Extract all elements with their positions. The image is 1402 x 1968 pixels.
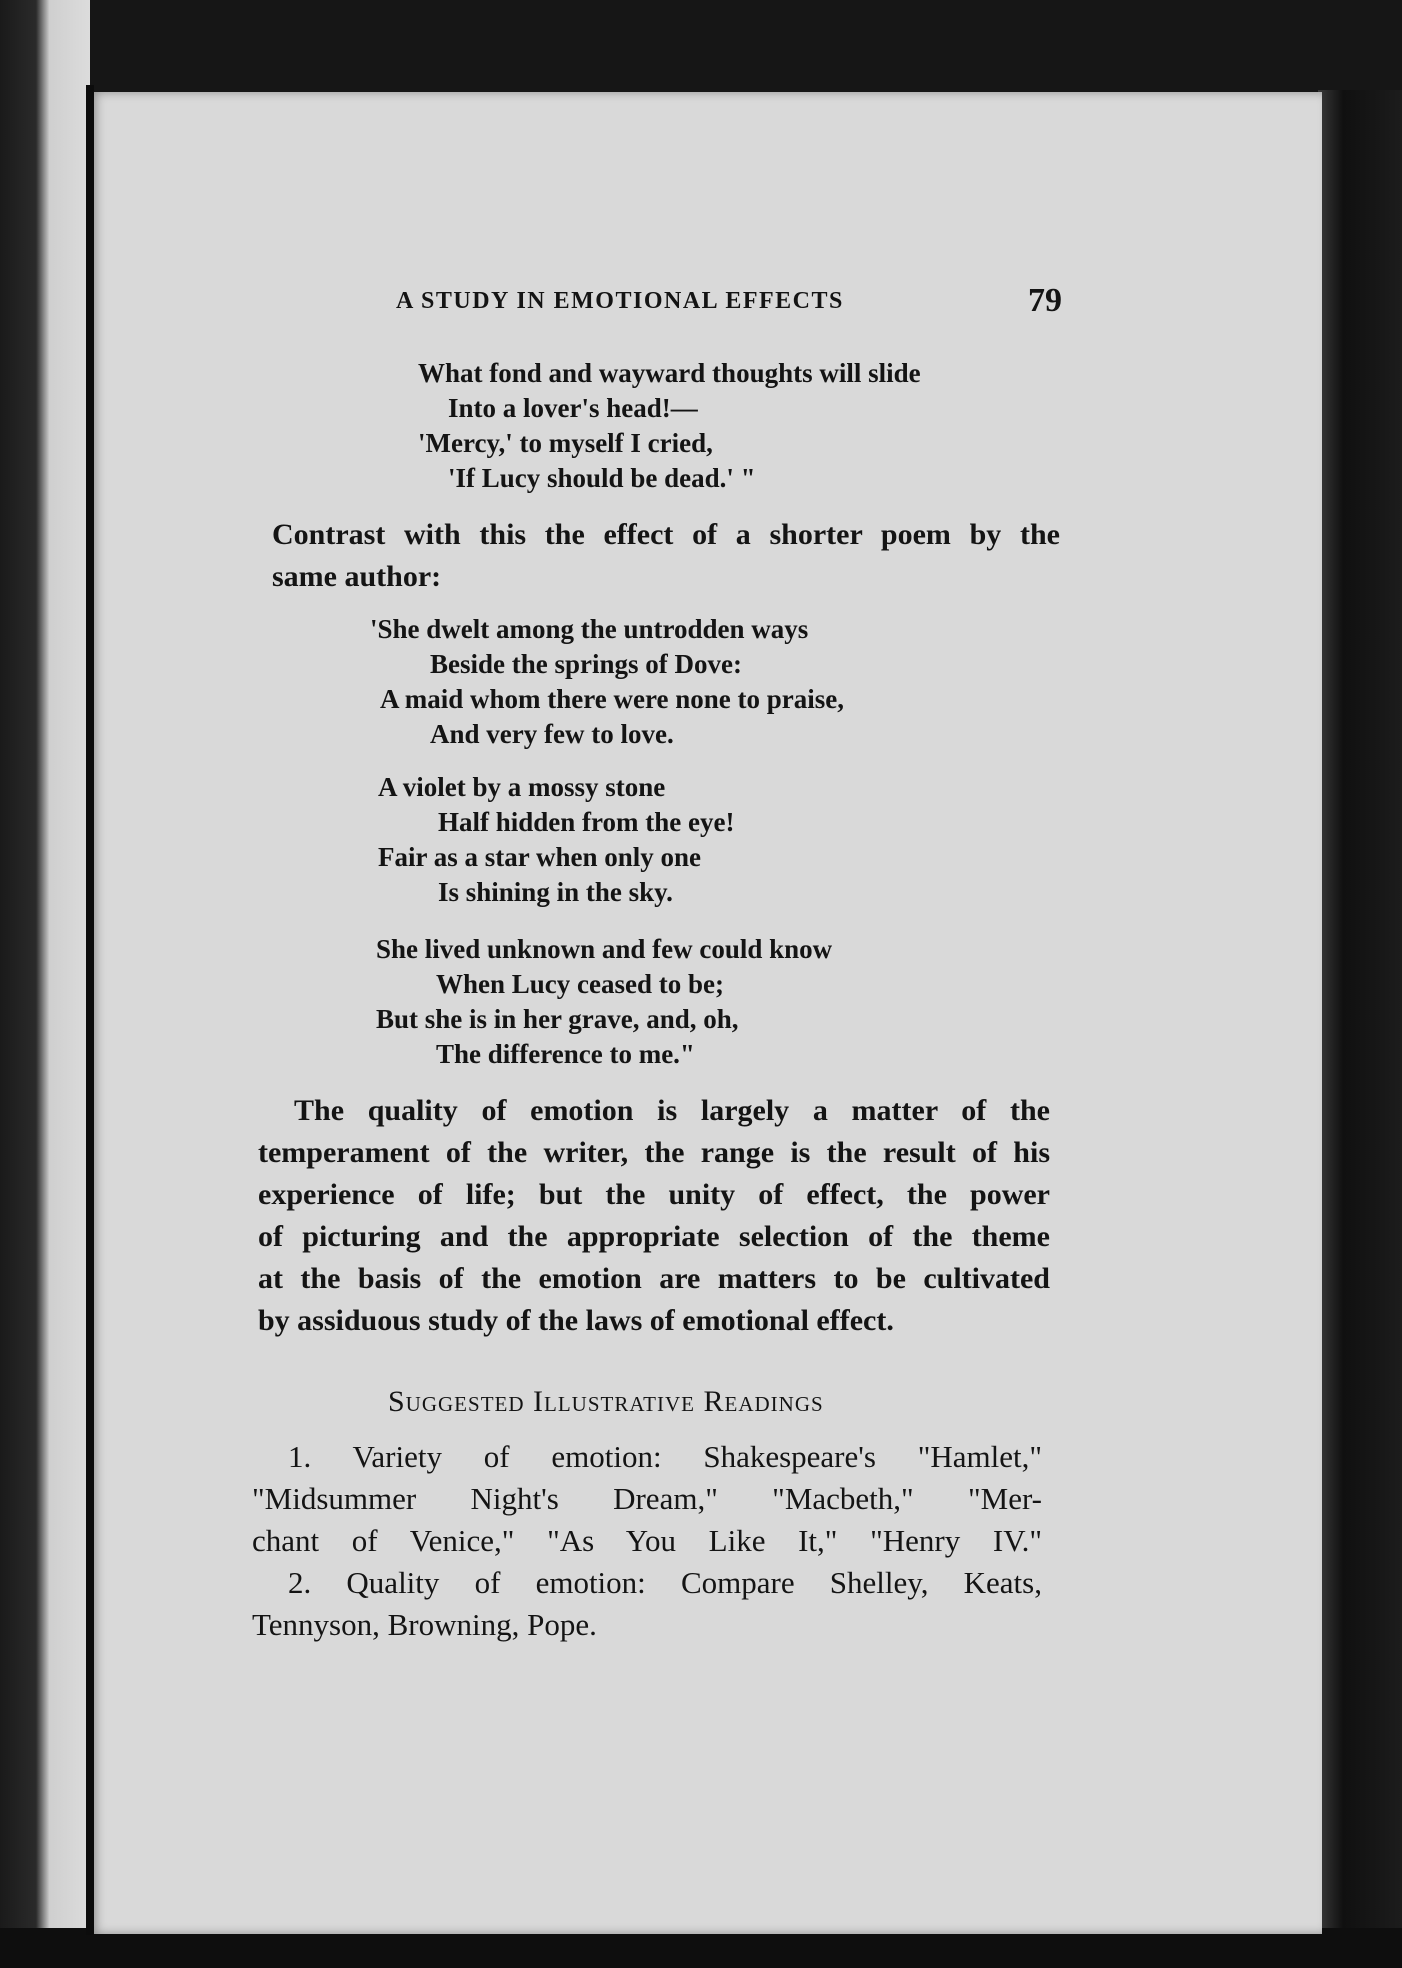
reading-item: "Midsummer Night's Dream," "Macbeth," "Mer- [252,1481,1042,1516]
poem-stanza-1 [370,612,844,752]
verse-line: 'She dwelt among the untrodden ways [370,614,809,644]
poem-stanza-2 [378,770,734,910]
verse-line: The difference to me." [436,1039,695,1069]
page-binding-edge [86,85,94,1935]
verse-line: Half hidden from the eye! [438,807,735,837]
prose-line: at the basis of the emotion are matters to be cultivated [258,1262,1050,1295]
readings-list [252,1436,1042,1646]
verse-line: But she is in her grave, and, oh, [376,1004,739,1034]
verse-line: A maid whom there were none to praise, [380,684,844,714]
prose-line: of picturing and the appropriate selection of the theme [258,1220,1050,1253]
verse-line: 'If Lucy should be dead.' " [448,463,756,493]
verse-line: Fair as a star when only one [378,842,702,872]
verse-line: A violet by a mossy stone [378,772,666,802]
reading-item: 1. Variety of emotion: Shakespeare's "Hamlet," [288,1439,1042,1474]
reading-item: 2. Quality of emotion: Compare Shelley, Keats, [288,1565,1042,1600]
verse-line: Is shining in the sky. [438,877,673,907]
section-heading: Suggested Illustrative Readings [388,1385,824,1418]
page-number: 79 [1028,282,1062,319]
prose-line: experience of life; but the unity of effect, the power [258,1178,1050,1211]
verse-line: 'Mercy,' to myself I cried, [418,428,713,458]
verse-line: When Lucy ceased to be; [436,969,724,999]
prose-line: temperament of the writer, the range is the result of his [258,1136,1050,1169]
scan-left-margin [0,0,90,1968]
poem-stanza-3 [376,932,832,1072]
prose-line: same author: [272,560,442,593]
running-head: A STUDY IN EMOTIONAL EFFECTS [396,288,844,314]
scan-bottom-margin [0,1928,1402,1968]
reading-item: Tennyson, Browning, Pope. [252,1607,597,1642]
verse-line: She lived unknown and few could know [376,934,833,964]
verse-line: Into a lover's head!— [448,393,698,423]
quality-paragraph [258,1090,1050,1342]
verse-line: Beside the springs of Dove: [430,649,742,679]
prose-line: The quality of emotion is largely a matter of the [294,1094,1050,1127]
prose-line: Contrast with this the effect of a shorter poem by the [272,518,1060,551]
contrast-paragraph [272,514,1060,598]
verse-line: What fond and wayward thoughts will slide [418,358,921,388]
reading-item: chant of Venice," "As You Like It," "Henry IV." [252,1523,1042,1558]
verse-fragment [418,356,921,496]
verse-line: And very few to love. [430,719,674,749]
prose-line: by assiduous study of the laws of emotional effect. [258,1304,894,1337]
scan-right-edge [1318,90,1402,1968]
